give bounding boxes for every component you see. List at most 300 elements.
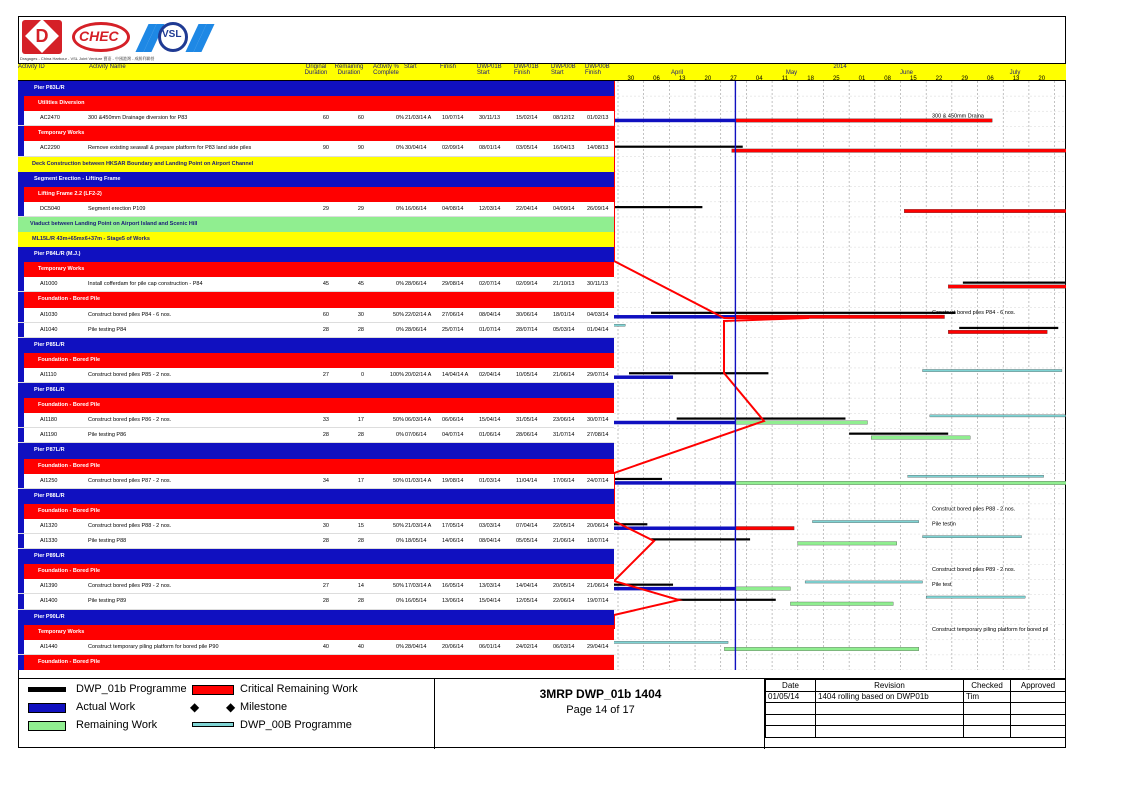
group-header-row[interactable] — [18, 126, 614, 141]
act-dwp01b-finish: 24/02/14 — [516, 643, 538, 650]
actual-bar — [614, 481, 735, 485]
vsl-logo: VSL — [138, 22, 204, 52]
act-dwp00b-finish: 19/07/14 — [587, 598, 609, 605]
group-label: Temporary Works — [38, 130, 85, 137]
group-indent-bar — [18, 323, 24, 337]
act-finish: 04/08/14 — [442, 205, 464, 212]
group-indent-bar — [18, 640, 24, 654]
group-header-row[interactable] — [18, 398, 614, 413]
week-label: 06 — [653, 76, 660, 82]
week-label: 04 — [755, 76, 763, 82]
group-header-row[interactable] — [18, 96, 614, 111]
act-id: AI1390 — [40, 583, 58, 590]
act-dwp01b-start: 12/03/14 — [479, 205, 501, 212]
act-rem: 90 — [357, 145, 364, 152]
col-rem-duration[interactable]: Remaining Duration — [334, 64, 364, 76]
act-rem: 28 — [357, 598, 364, 605]
group-indent-bar — [18, 398, 24, 413]
group-header-row[interactable] — [18, 504, 614, 519]
group-indent-bar — [18, 504, 24, 519]
act-pct: 0% — [396, 538, 404, 545]
act-finish: 25/07/14 — [442, 326, 464, 333]
col-finish[interactable]: Finish — [440, 64, 457, 70]
act-dwp00b-start: 08/12/12 — [553, 115, 575, 122]
group-indent-bar — [18, 202, 24, 216]
activity-row[interactable] — [18, 413, 614, 428]
act-start: 21/03/14 A — [405, 115, 432, 122]
act-dwp01b-finish: 28/06/14 — [516, 432, 538, 439]
group-header-row[interactable] — [18, 625, 614, 640]
act-pct: 50% — [392, 522, 404, 529]
act-pct: 50% — [392, 583, 404, 590]
gantt-bar-label: Construct bored piles P89 - 2 nos. — [932, 566, 1016, 573]
act-start: 20/02/14 A — [405, 371, 432, 378]
legend-box — [18, 678, 1066, 748]
col-dwp01b-start[interactable]: DWP01B Start — [477, 64, 502, 76]
act-pct: 0% — [396, 432, 404, 439]
milestone-diamond-icon: ◆ — [226, 700, 236, 714]
week-label: 06 — [987, 76, 994, 82]
act-orig: 60 — [322, 115, 329, 122]
group-header-row[interactable] — [18, 338, 614, 353]
rev-header-checked: Checked — [964, 680, 1011, 692]
group-indent-bar — [18, 368, 24, 382]
group-label: Pier P85L/R — [34, 341, 65, 348]
act-dwp01b-finish: 28/07/14 — [516, 326, 538, 333]
group-header-row[interactable] — [18, 232, 614, 247]
act-rem: 30 — [357, 311, 364, 318]
rev-cell — [816, 714, 964, 726]
act-id: AI1250 — [40, 477, 58, 484]
act-dwp00b-finish: 18/07/14 — [587, 538, 609, 545]
group-header-row[interactable] — [18, 262, 614, 277]
act-dwp01b-start: 08/04/14 — [479, 538, 501, 545]
dwp01b-bar — [677, 599, 776, 601]
critical-bar — [948, 330, 1047, 334]
act-name: Construct bored piles P86 - 2 nos. — [88, 417, 172, 424]
week-label: 27 — [730, 76, 737, 82]
act-start: 21/03/14 A — [405, 522, 432, 529]
week-label: 29 — [961, 76, 969, 82]
col-dwp00b-start[interactable]: DWP00B Start — [551, 64, 576, 76]
group-header-row[interactable] — [18, 443, 614, 458]
gantt-bar-label: Pile testin — [932, 521, 956, 528]
group-header-row[interactable] — [18, 187, 614, 202]
week-label: 01 — [858, 76, 866, 82]
group-header-row[interactable] — [18, 292, 614, 307]
act-dwp00b-start: 05/03/14 — [553, 326, 575, 333]
group-header-row[interactable] — [18, 81, 614, 96]
dwp00b-bar — [812, 520, 918, 522]
group-indent-bar — [18, 579, 24, 593]
group-label: ML15L/R 43m+65mx6+37m - Stage5 of Works — [32, 236, 150, 243]
col-orig-duration[interactable]: Original Duration — [304, 64, 328, 76]
activity-row[interactable] — [18, 323, 614, 338]
legend-actual-label: Actual Work — [76, 701, 136, 713]
act-finish: 04/07/14 — [442, 432, 464, 439]
group-indent-bar — [18, 459, 24, 474]
act-dwp01b-finish: 02/09/14 — [516, 281, 538, 288]
group-indent-bar — [18, 428, 24, 442]
act-orig: 45 — [322, 281, 329, 288]
act-dwp00b-finish: 21/06/14 — [587, 583, 609, 590]
group-indent-bar — [18, 610, 24, 625]
group-header-row[interactable] — [18, 383, 614, 398]
group-label: Foundation - Bored Pile — [38, 658, 101, 665]
dwp01b-bar — [629, 372, 768, 374]
act-dwp00b-start: 22/05/14 — [553, 522, 575, 529]
act-dwp01b-start: 02/04/14 — [479, 371, 501, 378]
rev-cell: 1404 rolling based on DWP01b — [816, 691, 964, 703]
act-dwp01b-start: 02/07/14 — [479, 281, 501, 288]
group-label: Pier P86L/R — [34, 387, 65, 394]
activity-row[interactable] — [18, 594, 614, 609]
page-number: Page 14 of 17 — [566, 704, 635, 716]
group-label: Pier P90L/R — [34, 613, 65, 620]
act-dwp01b-start: 15/04/14 — [479, 598, 501, 605]
gantt-chart — [614, 81, 1066, 670]
activity-row[interactable] — [18, 579, 614, 594]
rev-cell — [964, 703, 1011, 715]
act-dwp00b-start: 23/06/14 — [553, 417, 575, 424]
actual-bar — [614, 375, 673, 379]
rev-cell — [964, 726, 1011, 738]
act-dwp00b-start: 21/06/14 — [553, 371, 575, 378]
legend-dwp00b-swatch — [192, 722, 234, 727]
act-dwp00b-finish: 30/07/14 — [587, 417, 609, 424]
act-id: AI1030 — [40, 311, 58, 318]
gantt-bar-label: Construct temporary piling platform for bored pil — [932, 627, 1049, 634]
act-pct: 0% — [396, 598, 404, 605]
logo-caption: Dragages - China Harbour - VSL Joint Venture 寶嘉 - 中國港灣 - 威勝利聯營 — [20, 56, 155, 61]
group-indent-bar — [18, 383, 24, 398]
group-header-row[interactable] — [18, 157, 614, 172]
act-finish: 16/05/14 — [442, 583, 464, 590]
dwp01b-bar — [614, 206, 702, 208]
act-pct: 100% — [389, 371, 404, 378]
act-id: AC2470 — [40, 115, 60, 122]
act-pct: 0% — [396, 326, 404, 333]
rev-cell — [766, 714, 816, 726]
remaining-bar — [871, 436, 970, 440]
remaining-bar — [790, 602, 893, 606]
activity-row[interactable] — [18, 141, 614, 156]
act-name: Pile testing P89 — [88, 598, 127, 605]
act-rem: 14 — [357, 583, 364, 590]
week-label: 18 — [807, 76, 814, 82]
act-orig: 90 — [322, 145, 329, 152]
dwp00b-bar — [805, 581, 922, 583]
group-indent-bar — [18, 489, 24, 504]
activity-row[interactable] — [18, 428, 614, 443]
act-start: 06/03/14 A — [405, 417, 432, 424]
act-dwp01b-finish: 15/02/14 — [516, 115, 538, 122]
act-dwp01b-start: 03/03/14 — [479, 522, 501, 529]
col-dwp00b-finish[interactable]: DWP00B Finish — [585, 64, 610, 76]
group-header-row[interactable] — [18, 353, 614, 368]
rev-cell: 01/05/14 — [766, 691, 816, 703]
act-start: 07/06/14 — [405, 432, 427, 439]
group-header-row[interactable] — [18, 217, 614, 232]
group-header-row[interactable] — [18, 247, 614, 262]
activity-row[interactable] — [18, 474, 614, 489]
col-dwp01b-finish[interactable]: DWP01B Finish — [514, 64, 539, 76]
critical-bar — [948, 285, 1066, 289]
act-pct: 0% — [396, 145, 404, 152]
activity-row[interactable] — [18, 519, 614, 534]
group-label: Foundation - Bored Pile — [38, 462, 101, 469]
col-start[interactable]: Start — [404, 64, 417, 70]
title-block — [434, 679, 765, 749]
group-label: Pier P89L/R — [34, 553, 65, 560]
act-orig: 30 — [322, 522, 329, 529]
act-start: 16/06/14 — [405, 205, 427, 212]
act-rem: 28 — [357, 432, 364, 439]
act-start: 16/05/14 — [405, 598, 427, 605]
critical-bar — [732, 149, 1066, 153]
act-pct: 0% — [396, 115, 404, 122]
remaining-bar — [798, 542, 897, 546]
act-dwp00b-finish: 26/09/14 — [587, 205, 609, 212]
week-label: 08 — [884, 76, 891, 82]
activity-row[interactable] — [18, 368, 614, 383]
legend-remaining-label: Remaining Work — [76, 719, 158, 731]
act-dwp01b-start: 30/11/13 — [479, 115, 501, 122]
act-finish: 27/06/14 — [442, 311, 464, 318]
activity-row[interactable] — [18, 111, 614, 126]
activity-row[interactable] — [18, 277, 614, 292]
month-label: June — [899, 70, 913, 76]
rev-cell — [1011, 691, 1066, 703]
group-label: Pier P84L/R (M.J.) — [34, 251, 81, 258]
act-rem: 40 — [357, 643, 364, 650]
group-indent-bar — [18, 172, 24, 187]
group-label: Foundation - Bored Pile — [38, 356, 101, 363]
group-header-row[interactable] — [18, 489, 614, 504]
act-pct: 50% — [392, 477, 404, 484]
rev-cell — [766, 726, 816, 738]
group-indent-bar — [18, 519, 24, 533]
act-dwp00b-start: 31/07/14 — [553, 432, 575, 439]
group-label: Lifting Frame 2.2 (LF2-2) — [38, 190, 102, 197]
act-rem: 17 — [357, 477, 364, 484]
week-label: 13 — [1012, 76, 1020, 82]
group-header-row[interactable] — [18, 655, 614, 670]
week-label: 11 — [781, 76, 789, 82]
group-header-row[interactable] — [18, 549, 614, 564]
act-name: Remove existing seawall & prepare platform for P83 land side piles — [88, 145, 252, 152]
act-pct: 0% — [396, 643, 404, 650]
act-pct: 0% — [396, 281, 404, 288]
act-dwp01b-start: 13/03/14 — [479, 583, 501, 590]
week-label: 20 — [704, 76, 712, 82]
group-indent-bar — [18, 292, 24, 307]
group-indent-bar — [18, 594, 24, 608]
document-title: 3MRP DWP_01b 1404 — [539, 687, 662, 701]
act-dwp00b-start: 18/01/14 — [553, 311, 575, 318]
month-label: April — [670, 70, 683, 76]
act-id: AI1330 — [40, 538, 58, 545]
legend-actual-swatch — [28, 703, 66, 713]
act-dwp00b-finish: 01/04/14 — [587, 326, 609, 333]
legend-critical-label: Critical Remaining Work — [240, 683, 358, 695]
act-finish: 06/06/14 — [442, 417, 464, 424]
activity-row[interactable] — [18, 640, 614, 655]
group-header-row[interactable] — [18, 459, 614, 474]
act-rem: 60 — [357, 115, 364, 122]
act-dwp00b-start: 20/05/14 — [553, 583, 575, 590]
group-header-row[interactable] — [18, 610, 614, 625]
group-label: Foundation - Bored Pile — [38, 568, 101, 575]
act-orig: 28 — [322, 432, 329, 439]
logo-area — [18, 16, 618, 64]
dwp01b-bar — [849, 433, 948, 435]
act-orig: 28 — [322, 598, 329, 605]
act-orig: 28 — [322, 326, 329, 333]
gantt-svg — [614, 81, 1066, 670]
group-indent-bar — [18, 564, 24, 579]
act-dwp01b-finish: 22/04/14 — [516, 205, 538, 212]
act-name: Install cofferdam for pile cap construction - P84 — [88, 281, 203, 288]
group-header-row[interactable] — [18, 564, 614, 579]
group-header-row[interactable] — [18, 172, 614, 187]
gantt-bar-label: Construct bored piles P84 - 6 nos. — [932, 310, 1016, 317]
act-dwp00b-start: 04/09/14 — [553, 205, 575, 212]
act-dwp00b-start: 17/06/14 — [553, 477, 575, 484]
group-indent-bar — [18, 81, 24, 96]
group-indent-bar — [18, 247, 24, 262]
act-finish: 10/07/14 — [442, 115, 464, 122]
act-dwp01b-finish: 07/04/14 — [516, 522, 538, 529]
group-label: Foundation - Bored Pile — [38, 402, 101, 409]
act-dwp00b-finish: 29/04/14 — [587, 643, 609, 650]
act-dwp00b-start: 21/10/13 — [553, 281, 575, 288]
act-orig: 60 — [322, 311, 329, 318]
dwp00b-bar — [926, 596, 1025, 598]
act-id: AI1320 — [40, 522, 58, 529]
dwp01b-bar — [614, 146, 743, 148]
col-pct-complete[interactable]: Activity % Complete — [372, 64, 399, 76]
dwp00b-bar — [908, 475, 1044, 477]
act-dwp01b-finish: 03/05/14 — [516, 145, 538, 152]
act-id: AI1040 — [40, 326, 58, 333]
act-orig: 29 — [322, 205, 329, 212]
group-indent-bar — [18, 338, 24, 353]
act-rem: 15 — [357, 522, 364, 529]
act-rem: 28 — [357, 538, 364, 545]
rev-cell: Tim — [964, 691, 1011, 703]
group-label: Pier P88L/R — [34, 492, 65, 499]
group-indent-bar — [18, 534, 24, 548]
group-label: Deck Construction between HKSAR Boundary and Landing Point on Airport Channel — [32, 160, 254, 167]
act-dwp00b-finish: 14/08/13 — [587, 145, 609, 152]
legend-dwp01b-swatch — [28, 687, 66, 692]
activity-table — [18, 81, 614, 670]
act-finish: 19/08/14 — [442, 477, 464, 484]
group-indent-bar — [18, 443, 24, 458]
act-finish: 29/08/14 — [442, 281, 464, 288]
act-dwp00b-finish: 01/02/13 — [587, 115, 609, 122]
activity-row[interactable] — [18, 534, 614, 549]
group-indent-bar — [18, 126, 24, 141]
act-id: AC2290 — [40, 145, 60, 152]
act-id: AI1440 — [40, 643, 58, 650]
act-start: 18/05/14 — [405, 538, 427, 545]
act-finish: 20/06/14 — [442, 643, 464, 650]
column-header — [18, 63, 1066, 81]
act-dwp01b-start: 01/03/14 — [479, 477, 501, 484]
group-label: Foundation - Bored Pile — [38, 507, 101, 514]
act-dwp01b-start: 01/07/14 — [479, 326, 501, 333]
act-orig: 27 — [322, 371, 329, 378]
act-start: 28/04/14 — [405, 643, 427, 650]
act-dwp00b-finish: 27/08/14 — [587, 432, 609, 439]
act-rem: 0 — [360, 371, 364, 378]
act-id: AI1400 — [40, 598, 58, 605]
act-finish: 17/05/14 — [442, 522, 464, 529]
rev-cell — [1011, 703, 1066, 715]
activity-row[interactable] — [18, 202, 614, 217]
group-label: Foundation - Bored Pile — [38, 296, 101, 303]
act-start: 28/06/14 — [405, 326, 427, 333]
col-activity-id[interactable]: Activity ID — [18, 64, 45, 70]
act-finish: 14/06/14 — [442, 538, 464, 545]
act-dwp01b-finish: 10/05/14 — [516, 371, 538, 378]
group-label: Segment Erection - Lifting Frame — [34, 175, 121, 182]
act-finish: 13/06/14 — [442, 598, 464, 605]
act-name: 300 &450mm Drainage diversion for P83 — [88, 115, 188, 122]
col-activity-name[interactable]: Activity Name — [89, 64, 126, 70]
gantt-bar-label: Pile test — [932, 581, 952, 588]
act-id: AI1110 — [40, 371, 57, 378]
act-dwp00b-start: 22/06/14 — [553, 598, 575, 605]
remaining-bar — [735, 587, 790, 591]
gantt-bar-label: 300 & 450mm Draina — [932, 113, 984, 120]
actual-bar — [614, 587, 735, 591]
act-rem: 17 — [357, 417, 364, 424]
act-dwp01b-start: 01/06/14 — [479, 432, 501, 439]
rev-header-revision: Revision — [816, 680, 964, 692]
activity-row[interactable] — [18, 308, 614, 323]
dwp01b-bar — [651, 312, 956, 314]
act-dwp01b-finish: 12/05/14 — [516, 598, 538, 605]
act-rem: 28 — [357, 326, 364, 333]
act-dwp00b-start: 21/06/14 — [553, 538, 575, 545]
rev-cell — [766, 703, 816, 715]
act-dwp01b-start: 15/04/14 — [479, 417, 501, 424]
month-label: May — [785, 70, 798, 76]
act-start: 28/06/14 — [405, 281, 427, 288]
act-finish: 02/09/14 — [442, 145, 464, 152]
rev-cell — [964, 714, 1011, 726]
group-indent-bar — [18, 625, 24, 640]
act-rem: 45 — [357, 281, 364, 288]
act-id: AI1180 — [40, 417, 58, 424]
act-name: Segment erection P109 — [88, 205, 146, 212]
act-name: Construct bored piles P85 - 2 nos. — [88, 371, 172, 378]
act-dwp01b-finish: 31/05/14 — [516, 417, 538, 424]
group-indent-bar — [18, 413, 24, 427]
act-dwp00b-finish: 04/03/14 — [587, 311, 609, 318]
act-name: Construct bored piles P84 - 6 nos. — [88, 311, 172, 318]
act-orig: 34 — [322, 477, 329, 484]
group-indent-bar — [18, 277, 24, 291]
group-indent-bar — [18, 111, 24, 125]
dragages-logo: D — [22, 20, 62, 54]
chec-logo: CHEC — [72, 22, 130, 52]
month-label: July — [1009, 70, 1021, 76]
dwp00b-bar — [923, 369, 1062, 371]
